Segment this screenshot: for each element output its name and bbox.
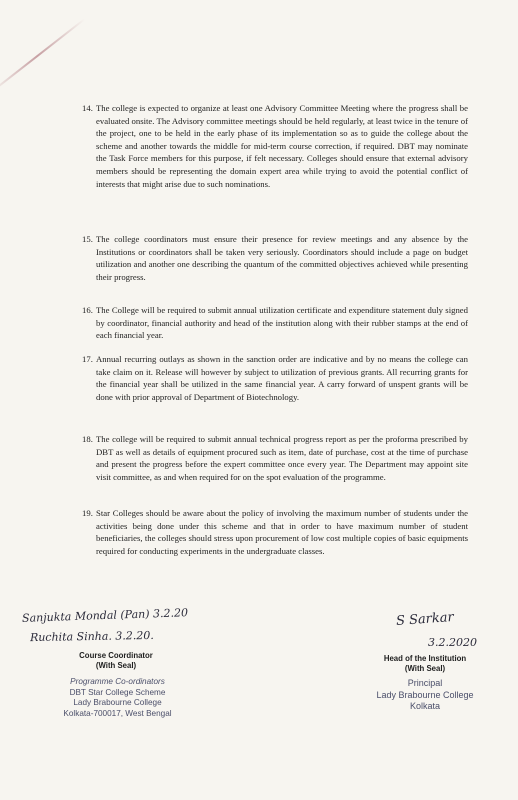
clause-15 <box>82 233 468 283</box>
clause-number: 19. <box>82 508 93 518</box>
handwritten-signature: S Sarkar <box>395 610 455 629</box>
handwritten-date: 3.2.2020 <box>428 636 477 649</box>
signatory-label <box>355 654 495 674</box>
clause-16 <box>82 304 468 342</box>
clause-18 <box>82 433 468 483</box>
signatory-label <box>46 651 186 671</box>
stamp-line: Kolkata-700017, West Bengal <box>63 708 172 718</box>
signatory-title: Head of the Institution <box>383 654 467 663</box>
rubber-stamp <box>40 677 195 719</box>
stamp-line: Kolkata <box>409 701 441 711</box>
handwritten-signature: Sanjukta Mondal (Pan) 3.2.20 <box>21 606 189 625</box>
clause-number: 15. <box>82 234 93 244</box>
clause-19 <box>82 507 468 557</box>
clause-text: The college will be required to submit annual technical progress report as per the proforma prescribed by DBT as well as details of equipment procured such as item, date of purchase, cost at the time of purchase and present the progress before the expert committee once every year. The Department may appoint site visit committee, as and when required for on the spot evaluation of the programme. <box>96 434 468 482</box>
clause-text: The college coordinators must ensure their presence for review meetings and any absence by the Institutions or coordinators shall be taken very seriously. Coordinators should include a page on budget utilization and another one describing the quantum of the committed objectives achieved while presenting their progress. <box>96 234 468 282</box>
clause-number: 17. <box>82 354 93 364</box>
stamp-line: Lady Brabourne College <box>73 698 162 707</box>
clause-17 <box>82 353 468 403</box>
clause-number: 14. <box>82 103 93 113</box>
clause-number: 18. <box>82 434 93 444</box>
seal-note: (With Seal) <box>404 664 446 673</box>
clause-text: Annual recurring outlays as shown in the sanction order are indicative and by no means the college can take claim on it. Release will however by subject to utilization of previous grants. All recurring grants for the financial year shall be utilized in the same financial year. A carry forward of unspent grants will be done with prior approval of Department of Biotechnology. <box>96 354 468 402</box>
seal-note: (With Seal) <box>95 661 137 670</box>
clause-text: Star Colleges should be aware about the policy of involving the maximum number of students under the activities being done under this scheme and that in order to have maximum number of student beneficiaries, the colleges should stress upon procurement of low cost multiple copies of basic equipments required for conducting experiments in the undergraduate classes. <box>96 508 468 556</box>
handwritten-signature: Ruchita Sinha. 3.2.20. <box>29 628 154 645</box>
stamp-line: DBT Star College Scheme <box>69 687 166 697</box>
clause-text: The college is expected to organize at least one Advisory Committee Meeting where the progress shall be evaluated onsite. The Advisory committee meetings should be held regularly, at least twice in the tenure of the project, one to be held in the early phase of its implementation so as to guide the college about the scheme and another towards the middle for mid-term course correction, if required. DBT may nominate the Task Force members for this purpose, if felt necessary. Colleges should ensure that external advisory members should be representing the domain expert area while trying to avoid the potential conflict of interests that might arise due to such nominations. <box>96 103 468 189</box>
stamp-line: Programme Co-ordinators <box>70 677 165 686</box>
clause-text: The College will be required to submit annual utilization certificate and expenditure statement duly signed by coordinator, financial authority and head of the institution along with their rubber stamps at the end of each financial year. <box>96 305 468 341</box>
paper-fold-mark <box>0 18 85 93</box>
stamp-line: Principal <box>407 678 443 688</box>
signatory-title: Course Coordinator <box>79 651 153 660</box>
clause-14 <box>82 102 468 190</box>
clause-number: 16. <box>82 305 93 315</box>
stamp-line: Lady Brabourne College <box>376 689 474 700</box>
rubber-stamp <box>350 678 500 713</box>
